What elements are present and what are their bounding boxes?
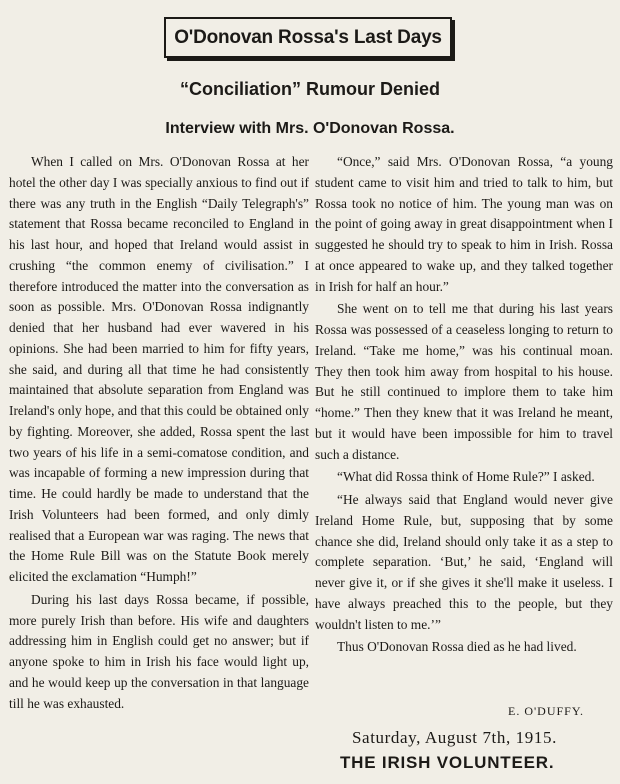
paragraph: She went on to tell me that during his last years Rossa was possessed of a ceaseless longing to return to Ireland. “Take me home,” was his continual moan. They then took him away from hospital to his house. But he still continued to implore them to take him “home.” Then they knew that it was Ireland he meant, but it would have been impossible for him to travel such a distance. xyxy=(315,301,613,462)
paragraph: During his last days Rossa became, if possible, more purely Irish than before. His wife and daughters addressing him in English could get no answer; but if anyone spoke to him in Irish his face would light up, and he would keep up the conversation in that language till he was exhausted. xyxy=(9,591,309,711)
paragraph: “He always said that England would never give Ireland Home Rule, but, supposing that by some chance she did, Ireland should only take it as a step to complete separation. ‘But,’ he said, ‘England will never give it, or if she gives it she'll make it useless. I have always preached this to the people, but they wouldn't listen to me.’” xyxy=(315,492,613,632)
headline-box xyxy=(164,17,452,58)
right-column xyxy=(315,152,613,658)
headline: O'Donovan Rossa's Last Days xyxy=(174,26,442,48)
author-signature: E. O'DUFFY. xyxy=(508,704,584,718)
interview-title: Interview with Mrs. O'Donovan Rossa. xyxy=(165,120,455,137)
newspaper-name: THE IRISH VOLUNTEER. xyxy=(340,753,555,772)
paragraph: “What did Rossa think of Home Rule?” I asked. xyxy=(337,469,595,485)
left-column xyxy=(9,152,309,714)
subheadline: “Conciliation” Rumour Denied xyxy=(179,79,440,99)
paragraph: “Once,” said Mrs. O'Donovan Rossa, “a young student came to visit him and tried to talk to him, but Rossa took no notice of him. The young man was on the point of going away in great disappointment when I suggested he should try to speak to him in Irish. Rossa at once appeared to wake up, and they talked together in Irish for half an hour.” xyxy=(315,154,613,294)
paragraph: Thus O'Donovan Rossa died as he had lived. xyxy=(337,639,577,655)
publication-date: Saturday, August 7th, 1915. xyxy=(352,728,557,747)
paragraph: When I called on Mrs. O'Donovan Rossa at her hotel the other day I was specially anxious to find out if there was any truth in the English “Daily Telegraph's” statement that Rossa became reconciled to England in his last hour, and hoped that Ireland would assist in crushing “the common enemy of civilisation.” I therefore introduced the matter into the conversation as soon as possible. Mrs. O'Donovan Rossa indignantly denied that her husband had ever wavered in his opinions. She had been married to him for fifty years, she said, and during all that time he had consistently maintained that absolute separation from England was Ireland's only hope, and that this could be obtained only by fighting. Moreover, she added, Rossa spent the last two years of his life in a semi-comatose condition, and was incapable of forming a new impression during that time. He could hardly be made to understand that the Irish Volunteers had been formed, and only dimly realised that a European war was raging. The news that the Home Rule Bill was on the Statute Book merely elicited the exclamation “Humph!” xyxy=(9,154,309,584)
